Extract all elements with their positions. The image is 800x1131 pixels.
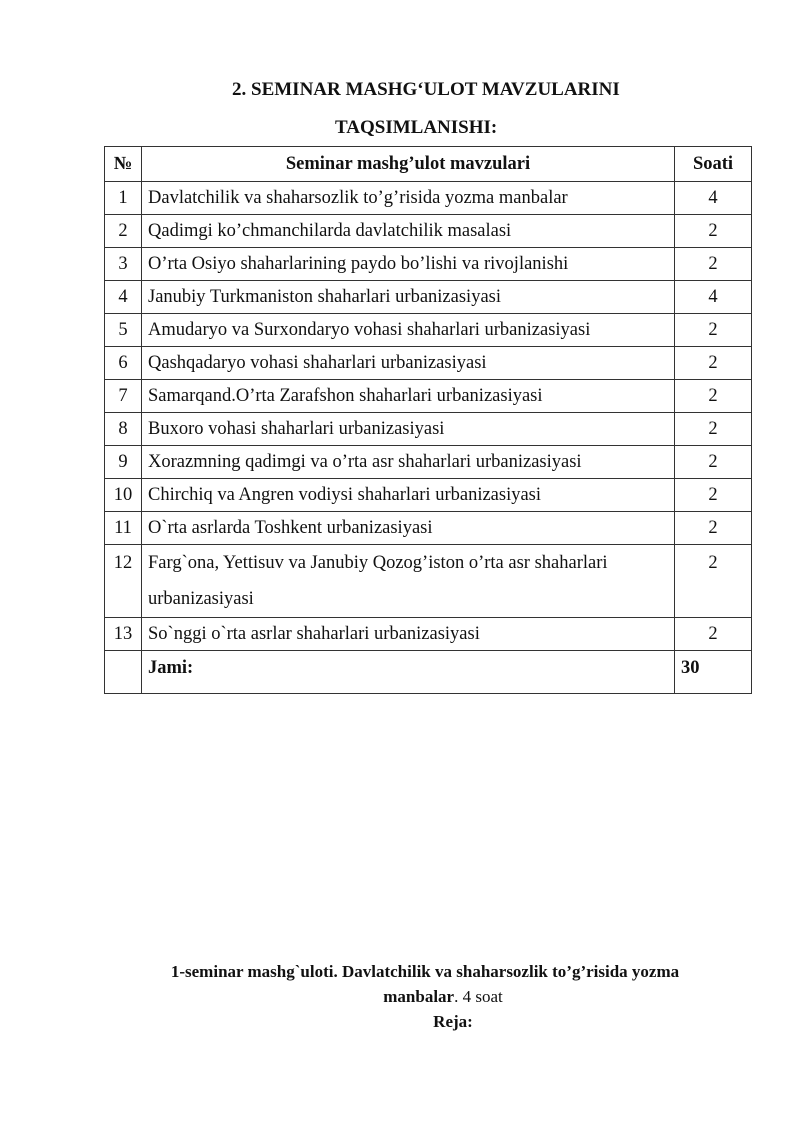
row-topic: Janubiy Turkmaniston shaharlari urbanizasiyasi — [142, 281, 675, 314]
row-number: 3 — [105, 248, 142, 281]
row-number: 7 — [105, 380, 142, 413]
table-row — [105, 347, 752, 380]
row-topic: Samarqand.O’rta Zarafshon shaharlari urbanizasiyasi — [142, 380, 675, 413]
row-number: 8 — [105, 413, 142, 446]
row-topic: So`nggi o`rta asrlar shaharlari urbanizasiyasi — [142, 618, 675, 651]
row-hours: 2 — [675, 446, 752, 479]
row-hours: 2 — [675, 618, 752, 651]
row-number: 12 — [105, 545, 142, 618]
table-row — [105, 413, 752, 446]
row-topic: Buxoro vohasi shaharlari urbanizasiyasi — [142, 413, 675, 446]
total-label: Jami: — [142, 651, 675, 694]
section-heading-line-2: TAQSIMLANISHI: — [335, 117, 498, 138]
seminar-title-line-2 — [0, 985, 800, 1009]
row-topic: O`rta asrlarda Toshkent urbanizasiyasi — [142, 512, 675, 545]
row-hours: 2 — [675, 215, 752, 248]
header-number: № — [105, 147, 142, 182]
seminar-hours-note: . 4 soat — [454, 987, 503, 1006]
row-topic: O’rta Osiyo shaharlarining paydo bo’lishi va rivojlanishi — [142, 248, 675, 281]
row-hours: 4 — [675, 281, 752, 314]
seminar-title-bold: manbalar — [383, 987, 455, 1006]
row-number: 10 — [105, 479, 142, 512]
row-topic: Xorazmning qadimgi va o’rta asr shaharlari urbanizasiyasi — [142, 446, 675, 479]
row-hours: 2 — [675, 512, 752, 545]
row-topic: Amudaryo va Surxondaryo vohasi shaharlari urbanizasiyasi — [142, 314, 675, 347]
table-row — [105, 545, 752, 618]
total-hours: 30 — [675, 651, 752, 694]
row-number: 5 — [105, 314, 142, 347]
row-hours: 2 — [675, 545, 752, 618]
table-row — [105, 281, 752, 314]
table-row — [105, 446, 752, 479]
row-topic: Qashqadaryo vohasi shaharlari urbanizasiyasi — [142, 347, 675, 380]
total-number-cell — [105, 651, 142, 694]
row-topic: Davlatchilik va shaharsozlik to’g’risida yozma manbalar — [142, 182, 675, 215]
table-row — [105, 380, 752, 413]
row-number: 2 — [105, 215, 142, 248]
row-number: 9 — [105, 446, 142, 479]
row-number: 11 — [105, 512, 142, 545]
table-row — [105, 314, 752, 347]
seminar-topics-table — [104, 146, 752, 694]
table-total-row — [105, 651, 752, 694]
table-header-row — [105, 147, 752, 182]
row-number: 13 — [105, 618, 142, 651]
table-row — [105, 618, 752, 651]
row-hours: 2 — [675, 314, 752, 347]
row-hours: 2 — [675, 248, 752, 281]
table-row — [105, 248, 752, 281]
row-number: 6 — [105, 347, 142, 380]
row-hours: 2 — [675, 380, 752, 413]
table-row — [105, 479, 752, 512]
row-number: 4 — [105, 281, 142, 314]
row-hours: 2 — [675, 347, 752, 380]
row-hours: 2 — [675, 479, 752, 512]
header-hours: Soati — [675, 147, 752, 182]
row-topic: Chirchiq va Angren vodiysi shaharlari urbanizasiyasi — [142, 479, 675, 512]
header-topic: Seminar mashg’ulot mavzulari — [142, 147, 675, 182]
row-topic: Qadimgi ko’chmanchilarda davlatchilik masalasi — [142, 215, 675, 248]
seminar-title-line-1: 1-seminar mashg`uloti. Davlatchilik va shaharsozlik to’g’risida yozma — [170, 962, 680, 981]
row-number: 1 — [105, 182, 142, 215]
plan-label: Reja: — [433, 1012, 473, 1031]
table-row — [105, 512, 752, 545]
section-heading-line-1: 2. SEMINAR MASHG‘ULOT MAVZULARINI — [232, 79, 620, 100]
row-hours: 2 — [675, 413, 752, 446]
row-topic: Farg`ona, Yettisuv va Janubiy Qozog’iston o’rta asr shaharlari urbanizasiyasi — [142, 545, 675, 618]
table-row — [105, 215, 752, 248]
table-row — [105, 182, 752, 215]
row-hours: 4 — [675, 182, 752, 215]
